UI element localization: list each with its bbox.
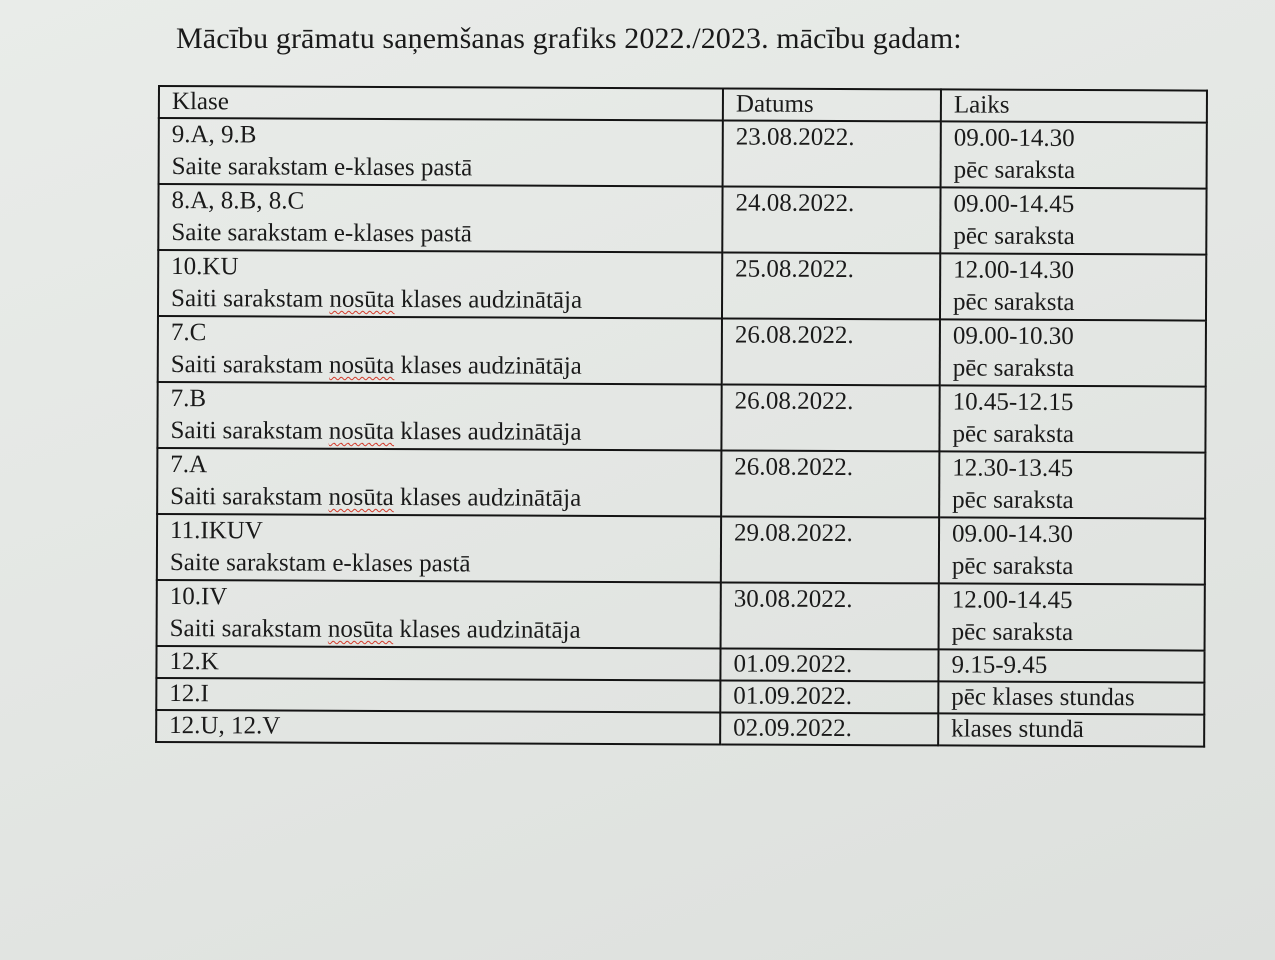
class-note xyxy=(170,415,710,449)
cell-laiks xyxy=(940,253,1206,320)
note-text-end: klases audzinātāja xyxy=(393,484,582,512)
note-misspelled-word: nosūta xyxy=(328,483,394,512)
cell-datums: 30.08.2022. xyxy=(721,582,939,649)
cell-datums: 26.08.2022. xyxy=(721,450,939,517)
time-note: pēc saraksta xyxy=(952,486,1074,514)
time-note: pēc saraksta xyxy=(953,222,1075,251)
cell-laiks: 9.15-9.45 xyxy=(938,649,1204,682)
cell-laiks xyxy=(940,319,1206,386)
cell-datums: 26.08.2022. xyxy=(722,318,940,385)
note-misspelled-word: nosūta xyxy=(329,351,395,380)
table-row xyxy=(156,646,1204,683)
cell-datums: 01.09.2022. xyxy=(720,680,938,713)
note-text-end: klases audzinātāja xyxy=(393,616,581,644)
class-note xyxy=(170,613,710,647)
note-text: Saiti sarakstam xyxy=(170,351,330,379)
header-klase: Klase xyxy=(159,86,723,120)
cell-datums: 29.08.2022. xyxy=(721,516,939,583)
note-text: Saite sarakstam e-klases pastā xyxy=(171,153,473,182)
note-text-end: klases audzinātāja xyxy=(394,352,582,380)
table-row xyxy=(158,184,1206,255)
note-text: Saiti sarakstam xyxy=(171,285,330,313)
header-datums: Datums xyxy=(723,88,941,121)
page-title: Mācību grāmatu saņemšanas grafiks 2022./2023. mācību gadam: xyxy=(176,22,962,55)
table-header-row xyxy=(159,86,1207,123)
note-text: Saite sarakstam e-klases pastā xyxy=(169,549,471,578)
cell-laiks xyxy=(940,187,1206,254)
cell-laiks: pēc klases stundas xyxy=(938,681,1204,714)
cell-klase xyxy=(157,382,721,450)
time-range: 12.00-14.30 xyxy=(953,256,1075,284)
cell-klase xyxy=(157,448,721,516)
class-name: 11.IKUV xyxy=(169,517,263,545)
cell-klase: 12.I xyxy=(156,678,720,712)
time-range: 09.00-10.30 xyxy=(952,322,1074,350)
cell-datums: 01.09.2022. xyxy=(720,648,938,681)
time-range: 12.00-14.45 xyxy=(951,586,1073,614)
time-note: pēc saraksta xyxy=(952,420,1075,448)
table-row xyxy=(156,710,1204,747)
time-note: pēc saraksta xyxy=(951,552,1074,580)
class-name: 7.C xyxy=(170,319,207,347)
class-note xyxy=(171,217,711,251)
table-row xyxy=(159,118,1207,189)
table-row xyxy=(156,678,1204,715)
class-name: 7.B xyxy=(170,385,207,413)
cell-klase xyxy=(158,250,722,318)
header-laiks: Laiks xyxy=(941,89,1207,122)
cell-klase: 12.U, 12.V xyxy=(156,710,720,744)
cell-laiks xyxy=(939,451,1205,518)
schedule-table xyxy=(155,85,1208,748)
class-note xyxy=(170,547,710,581)
cell-datums: 02.09.2022. xyxy=(720,712,938,745)
note-text: Saiti sarakstam xyxy=(170,417,329,445)
class-name: 7.A xyxy=(170,451,208,479)
time-range: 09.00-14.30 xyxy=(953,124,1075,152)
note-text: Saiti sarakstam xyxy=(170,483,329,511)
note-text: Saiti sarakstam xyxy=(169,615,328,643)
note-misspelled-word: nosūta xyxy=(327,615,394,644)
note-text-end: klases audzinātāja xyxy=(394,418,582,446)
class-name: 10.KU xyxy=(171,253,239,281)
cell-datums: 23.08.2022. xyxy=(723,120,941,187)
table-row xyxy=(157,448,1205,519)
time-range: 09.00-14.30 xyxy=(951,520,1073,548)
time-note: pēc saraksta xyxy=(951,618,1074,646)
table-row xyxy=(157,514,1205,585)
time-note: pēc saraksta xyxy=(953,156,1076,185)
cell-laiks xyxy=(941,121,1207,188)
class-note xyxy=(171,349,711,383)
class-note xyxy=(170,481,710,515)
time-range: 10.45-12.15 xyxy=(952,388,1074,416)
cell-laiks xyxy=(939,517,1205,584)
cell-laiks xyxy=(939,385,1205,452)
time-note: pēc saraksta xyxy=(953,288,1075,317)
cell-laiks: klases stundā xyxy=(938,713,1204,746)
class-name: 10.IV xyxy=(169,583,228,611)
table-row xyxy=(157,580,1205,651)
note-misspelled-word: nosūta xyxy=(329,285,395,314)
time-range: 09.00-14.45 xyxy=(953,190,1075,218)
cell-datums: 24.08.2022. xyxy=(722,186,940,253)
cell-datums: 26.08.2022. xyxy=(721,384,939,451)
note-text: Saite sarakstam e-klases pastā xyxy=(171,219,473,248)
class-note xyxy=(171,283,711,317)
cell-klase xyxy=(157,580,721,648)
time-note: pēc saraksta xyxy=(952,354,1075,383)
cell-klase: 12.K xyxy=(156,646,720,680)
time-range: 12.30-13.45 xyxy=(952,454,1074,482)
class-note xyxy=(172,151,712,185)
cell-klase xyxy=(158,316,722,384)
class-name: 9.A, 9.B xyxy=(171,121,257,149)
table-row xyxy=(157,382,1205,453)
note-misspelled-word: nosūta xyxy=(328,417,395,446)
cell-klase xyxy=(157,514,721,582)
cell-laiks xyxy=(939,583,1205,650)
cell-datums: 25.08.2022. xyxy=(722,252,940,319)
cell-klase xyxy=(159,118,723,186)
cell-klase xyxy=(158,184,722,252)
table-row xyxy=(158,316,1206,387)
class-name: 8.A, 8.B, 8.C xyxy=(171,187,305,215)
note-text-end: klases audzinātāja xyxy=(394,286,583,314)
table-row xyxy=(158,250,1206,321)
